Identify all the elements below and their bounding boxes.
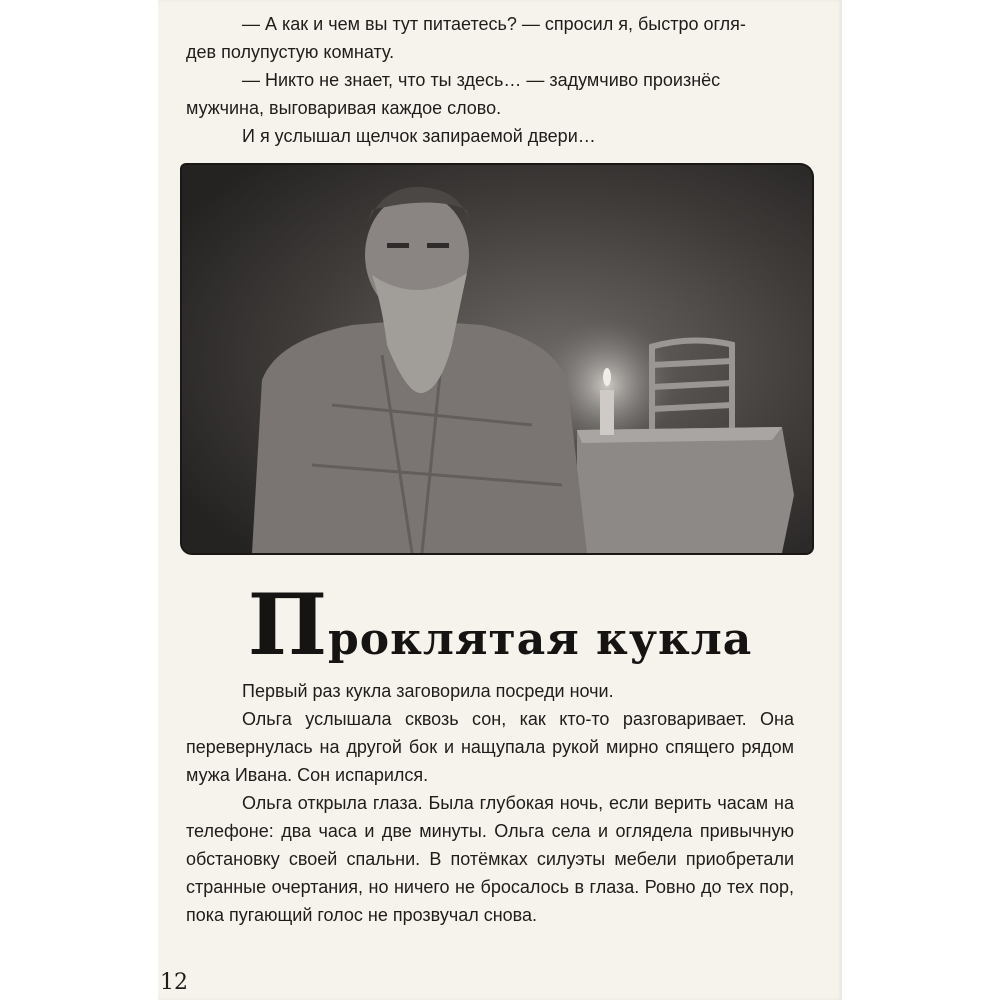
chapter-title-rest: роклятая кукла — [328, 614, 753, 665]
illustration-bearded-man — [182, 165, 812, 553]
body-paragraph-2: Ольга услышала сквозь сон, как кто-то разговаривает. Она перевернулась на другой бок и нащупала рукой мирно спящего рядом мужа Ивана. Сон испарился. — [186, 709, 794, 785]
chapter-title — [158, 575, 842, 674]
dialogue-line-2-cont: мужчина, выговаривая каждое слово. — [186, 98, 502, 118]
page-number: 12 — [160, 970, 188, 995]
candle — [600, 390, 614, 435]
dialogue-line-1: — А как и чем вы тут питаетесь? — спросил я, быстро огля- — [242, 14, 746, 34]
table — [577, 427, 794, 553]
body-paragraph-1: Первый раз кукла заговорила посреди ночи. — [242, 681, 614, 701]
top-text-block — [186, 10, 794, 150]
dialogue-line-1-cont: дев полупустую комнату. — [186, 42, 395, 62]
dialogue-line-2: — Никто не знает, что ты здесь… — задумчиво произнёс — [242, 70, 721, 90]
chapter-body — [186, 677, 794, 929]
body-paragraph-3: Ольга открыла глаза. Была глубокая ночь, если верить часам на телефоне: два часа и две минуты. Ольга села и огляделa привычную обстановку своей спальни. В потёмках силуэты мебели приобретали странные очертания, но ничего не бросалось в глаза. Ровно до тех пор, пока пугающий голос не прозвучал снова. — [186, 793, 794, 925]
chapter-initial: П — [247, 575, 329, 674]
book-page — [158, 0, 842, 1000]
narration-line: И я услышал щелчок запираемой двери… — [242, 126, 596, 146]
